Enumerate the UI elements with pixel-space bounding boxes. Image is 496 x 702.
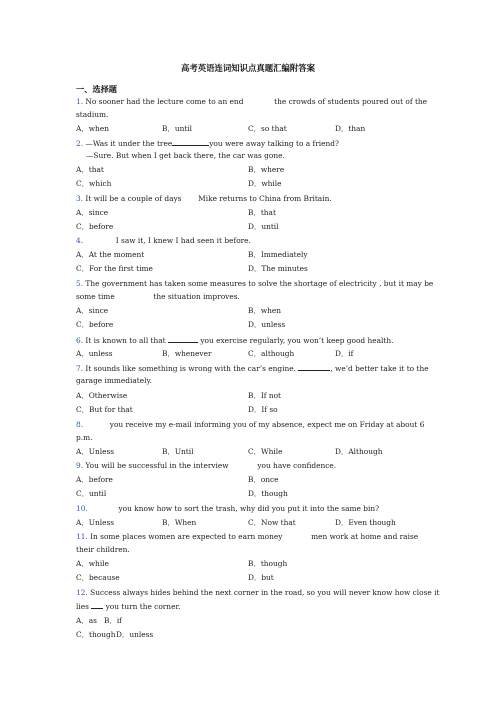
answer-blank [172,138,209,146]
question-stem: , we’d better take it to the [330,364,429,373]
option-a[interactable]: A．Otherwise [76,391,128,400]
question-number: 10. [76,504,88,513]
option-d[interactable]: D．though [248,489,288,498]
option-a[interactable]: A．At the moment [76,250,145,259]
option-a[interactable]: A．Unless [76,518,115,527]
question-stem: Success always hides behind the next corner in the road, so you will never know how close it [90,588,440,597]
question-stem: you receive my e-mail informing you of my absence, expect me on Friday at about 6 [109,420,425,429]
question-3 [76,194,332,204]
question-stem-continued: garage immediately. [76,376,153,385]
question-number: 9. [76,461,84,470]
question-number: 8. [76,420,84,429]
document-title: 高考英语连词知识点真题汇编附答案 [181,63,315,73]
option-d[interactable]: D．while [248,179,282,188]
answer-blank [168,335,198,343]
question-11 [76,532,418,542]
question-5-line-2 [76,292,240,302]
question-number: 3. [76,194,84,203]
option-d[interactable]: D．but [248,573,274,582]
question-number: 6. [76,336,84,345]
option-c[interactable]: C．though [76,630,116,639]
option-d[interactable]: D．than [335,124,366,133]
option-b[interactable]: B．though [248,559,288,568]
option-c[interactable]: C．although [248,349,295,358]
question-10 [76,504,379,514]
option-b[interactable]: B．If not [248,391,282,400]
option-a[interactable]: A．while [76,559,109,568]
option-a[interactable]: A．before [76,475,113,484]
option-c[interactable]: C．While [248,447,283,456]
question-stem: It is known to all that [85,336,166,345]
question-4 [76,236,251,246]
question-stem: —Was it under the tree [85,139,173,148]
question-number: 4. [76,236,84,245]
question-6 [76,335,393,346]
option-c[interactable]: C．before [76,222,114,231]
question-stem: The government has taken some measures to solve the shortage of electricity , but it may be [85,279,434,288]
question-stem: the crowds of students poured out of the [274,97,428,106]
question-number: 12. [76,588,88,597]
option-a[interactable]: A．since [76,306,109,315]
question-stem: I saw it, I knew I had seen it before. [115,236,251,245]
question-9 [76,461,336,471]
option-c[interactable]: C．before [76,320,114,329]
option-c[interactable]: C．But for that [76,405,133,414]
option-b[interactable]: B．that [248,208,276,217]
option-c[interactable]: C．so that [248,124,287,133]
question-stem-continued: —Sure. But when I get back there, the car was gone. [86,151,285,160]
option-c[interactable]: C．For the first time [76,264,153,273]
question-stem: you exercise regularly, you won’t keep good health. [200,336,394,345]
question-number: 7. [76,364,84,373]
option-b[interactable]: B．whenever [162,349,212,358]
question-8 [76,420,424,430]
question-number: 1. [76,97,84,106]
option-c[interactable]: C．which [76,179,112,188]
option-a[interactable]: A．when [76,124,109,133]
option-c[interactable]: C．Now that [248,518,296,527]
question-stem: you turn the corner. [105,602,181,611]
option-b[interactable]: B．once [248,475,279,484]
question-stem: It sounds like something is wrong with the car’s engine. [85,364,296,373]
question-stem: No sooner had the lecture come to an end [85,97,244,106]
question-stem: men work at home and raise [311,532,419,541]
option-b[interactable]: B．where [248,165,285,174]
question-stem: In some places women are expected to earn money [90,532,283,541]
option-d[interactable]: D．if [335,349,354,358]
option-a[interactable]: A．since [76,208,109,217]
option-a[interactable]: A．as [76,616,97,625]
option-d[interactable]: D．unless [248,320,286,329]
option-c[interactable]: C．until [76,489,107,498]
option-d[interactable]: D．unless [116,630,154,639]
question-stem: You will be successful in the interview [85,461,229,470]
question-number: 2. [76,139,84,148]
option-a[interactable]: A．unless [76,349,113,358]
option-b[interactable]: B．Immediately [248,250,308,259]
option-b[interactable]: B．if [104,616,122,625]
question-number: 11. [76,532,88,541]
question-stem-continued: stadium. [76,110,109,119]
answer-blank [298,363,330,371]
option-d[interactable]: D．Even though [335,518,396,527]
option-b[interactable]: B．until [162,124,193,133]
question-stem: the situation improves. [153,292,240,301]
question-stem: Mike returns to China from Britain. [198,194,332,203]
option-d[interactable]: D．Although [335,447,383,456]
option-d[interactable]: D．The minutes [248,264,308,273]
question-7 [76,363,429,374]
option-b[interactable]: B．When [162,518,197,527]
question-stem-continued: p.m. [76,433,93,442]
question-stem: you know how to sort the trash, why did you put it into the same bin? [118,504,380,513]
question-stem-continued: their children. [76,545,130,554]
section-heading: 一、选择题 [76,84,117,94]
option-c[interactable]: C．because [76,573,120,582]
question-2 [76,138,339,149]
question-stem: It will be a couple of days [85,194,182,203]
question-stem: you have confidence. [257,461,337,470]
question-12 [76,588,439,598]
option-a[interactable]: A．Unless [76,447,115,456]
question-number: 5. [76,279,84,288]
option-d[interactable]: D．until [248,222,279,231]
question-12-line-2 [76,601,181,612]
option-a[interactable]: A．that [76,165,104,174]
question-5 [76,279,433,289]
question-1 [76,97,427,107]
answer-blank [91,601,103,609]
question-stem: some time [76,292,115,301]
question-stem: you were away talking to a friend? [209,139,339,148]
option-b[interactable]: B．when [248,306,282,315]
option-b[interactable]: B．Until [162,447,194,456]
question-stem: lies [76,602,89,611]
option-d[interactable]: D．If so [248,405,278,414]
